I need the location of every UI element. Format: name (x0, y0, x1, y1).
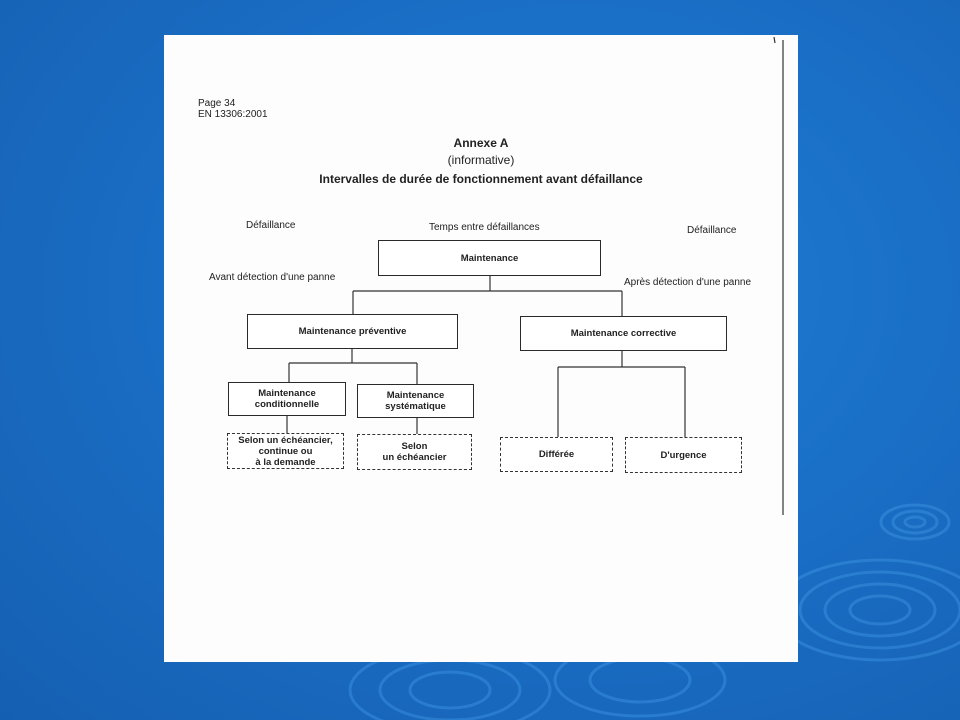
conditional-schedule-label-2: continue ou (258, 445, 313, 457)
standard-reference: EN 13306:2001 (198, 109, 268, 120)
urgent-maintenance-label: D'urgence (660, 449, 707, 461)
corrective-maintenance-box (520, 316, 727, 351)
urgent-maintenance-box (625, 437, 742, 473)
conditional-schedule-label-1: Selon un échéancier, (238, 434, 333, 446)
systematic-schedule-label-2: un échéancier (382, 452, 447, 463)
preventive-maintenance-box (247, 314, 458, 349)
systematic-schedule-label-1: Selon (401, 441, 428, 452)
corrective-maintenance-label: Maintenance corrective (570, 328, 677, 339)
failure-right-label: Défaillance (687, 225, 737, 236)
systematic-schedule-box (357, 434, 472, 470)
conditional-maintenance-label-1: Maintenance (258, 388, 316, 399)
systematic-maintenance-box (357, 384, 474, 418)
conditional-schedule-box (227, 433, 344, 469)
systematic-maintenance-label-1: Maintenance (386, 390, 445, 401)
annex-type: (informative) (447, 153, 515, 167)
maintenance-root-label: Maintenance (460, 252, 519, 264)
preventive-maintenance-label: Maintenance préventive (298, 326, 407, 337)
conditional-maintenance-label-2: conditionnelle (254, 399, 320, 410)
failure-left-label: Défaillance (246, 220, 296, 231)
page-number: Page 34 (198, 98, 236, 109)
deferred-maintenance-box (500, 437, 613, 472)
conditional-maintenance-box (228, 382, 346, 416)
time-between-failures-label: Temps entre défaillances (429, 222, 540, 233)
after-detection-label: Après détection d'une panne (624, 277, 752, 288)
conditional-schedule-label-3: à la demande (255, 456, 316, 468)
diagram-subtitle: Intervalles de durée de fonctionnement avant défaillance (319, 172, 643, 186)
maintenance-root-box (378, 240, 601, 276)
systematic-maintenance-label-2: systématique (385, 401, 446, 412)
deferred-maintenance-label: Différée (538, 449, 575, 460)
before-detection-label: Avant détection d'une panne (209, 272, 336, 283)
annex-title: Annexe A (453, 136, 509, 150)
document-page (164, 35, 798, 662)
